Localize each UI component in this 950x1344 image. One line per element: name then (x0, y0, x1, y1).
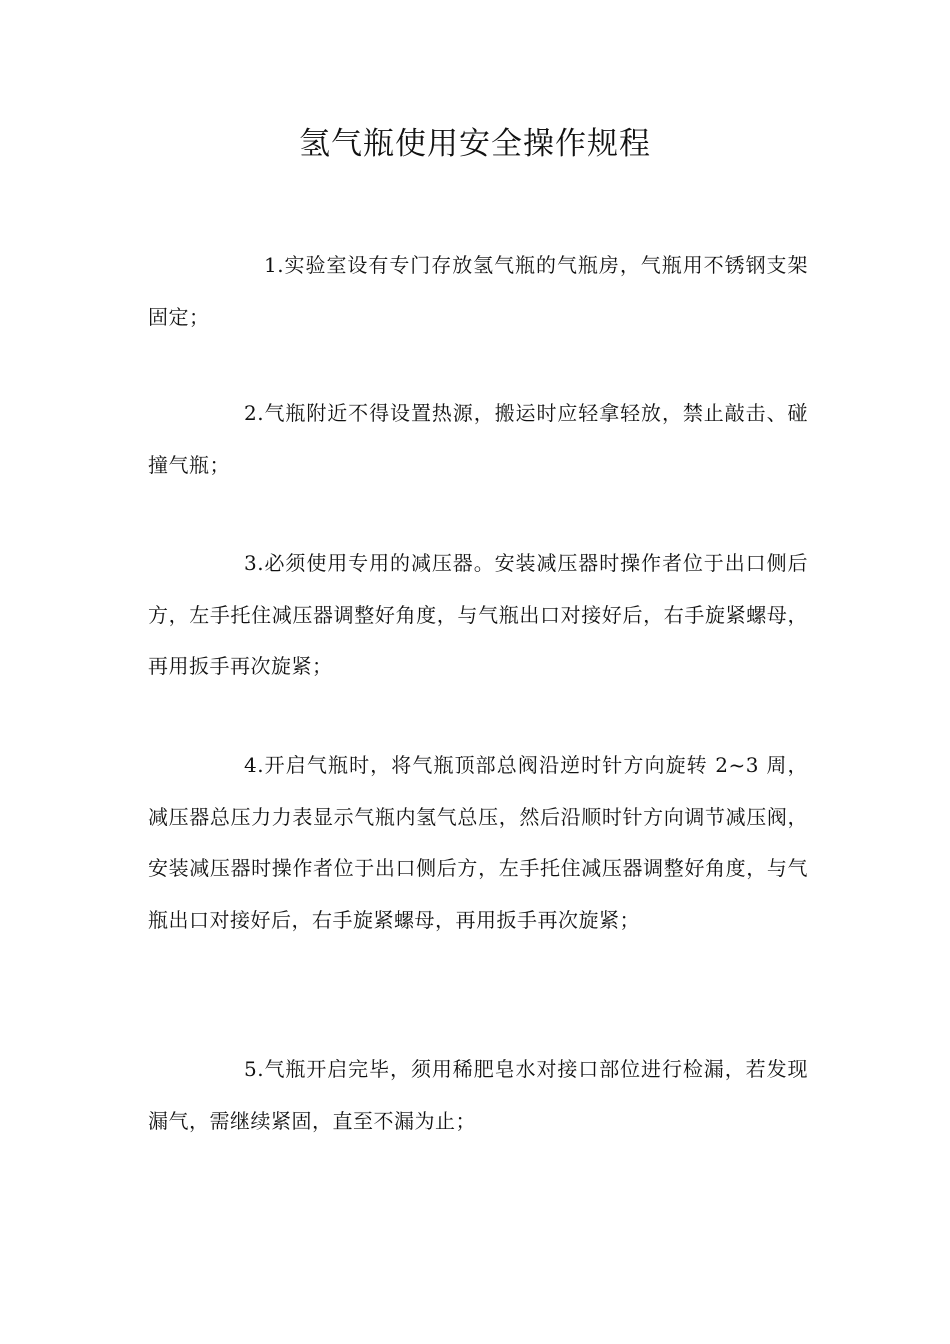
paragraph-2: 2.气瓶附近不得设置热源，搬运时应轻拿轻放，禁止敲击、碰撞气瓶； (148, 401, 808, 477)
paragraph-4: 4.开启气瓶时，将气瓶顶部总阀沿逆时针方向旋转 2~3 周，减压器总压力力表显示气瓶内氢气总压，然后沿顺时针方向调节减压阀，安装减压器时操作者位于出口侧后方，左手托住减压器调整好角度，与气瓶出口对接好后，右手旋紧螺母，再用扳手再次旋紧； (148, 753, 808, 932)
paragraph-1: 1.实验室设有专门存放氢气瓶的气瓶房，气瓶用不锈钢支架固定； (148, 253, 808, 329)
paragraph-5: 5.气瓶开启完毕，须用稀肥皂水对接口部位进行检漏，若发现漏气，需继续紧固，直至不漏为止； (148, 1057, 808, 1133)
paragraph-3: 3.必须使用专用的减压器。安装减压器时操作者位于出口侧后方，左手托住减压器调整好角度，与气瓶出口对接好后，右手旋紧螺母，再用扳手再次旋紧； (148, 551, 808, 678)
document-title: 氢气瓶使用安全操作规程 (299, 126, 651, 162)
